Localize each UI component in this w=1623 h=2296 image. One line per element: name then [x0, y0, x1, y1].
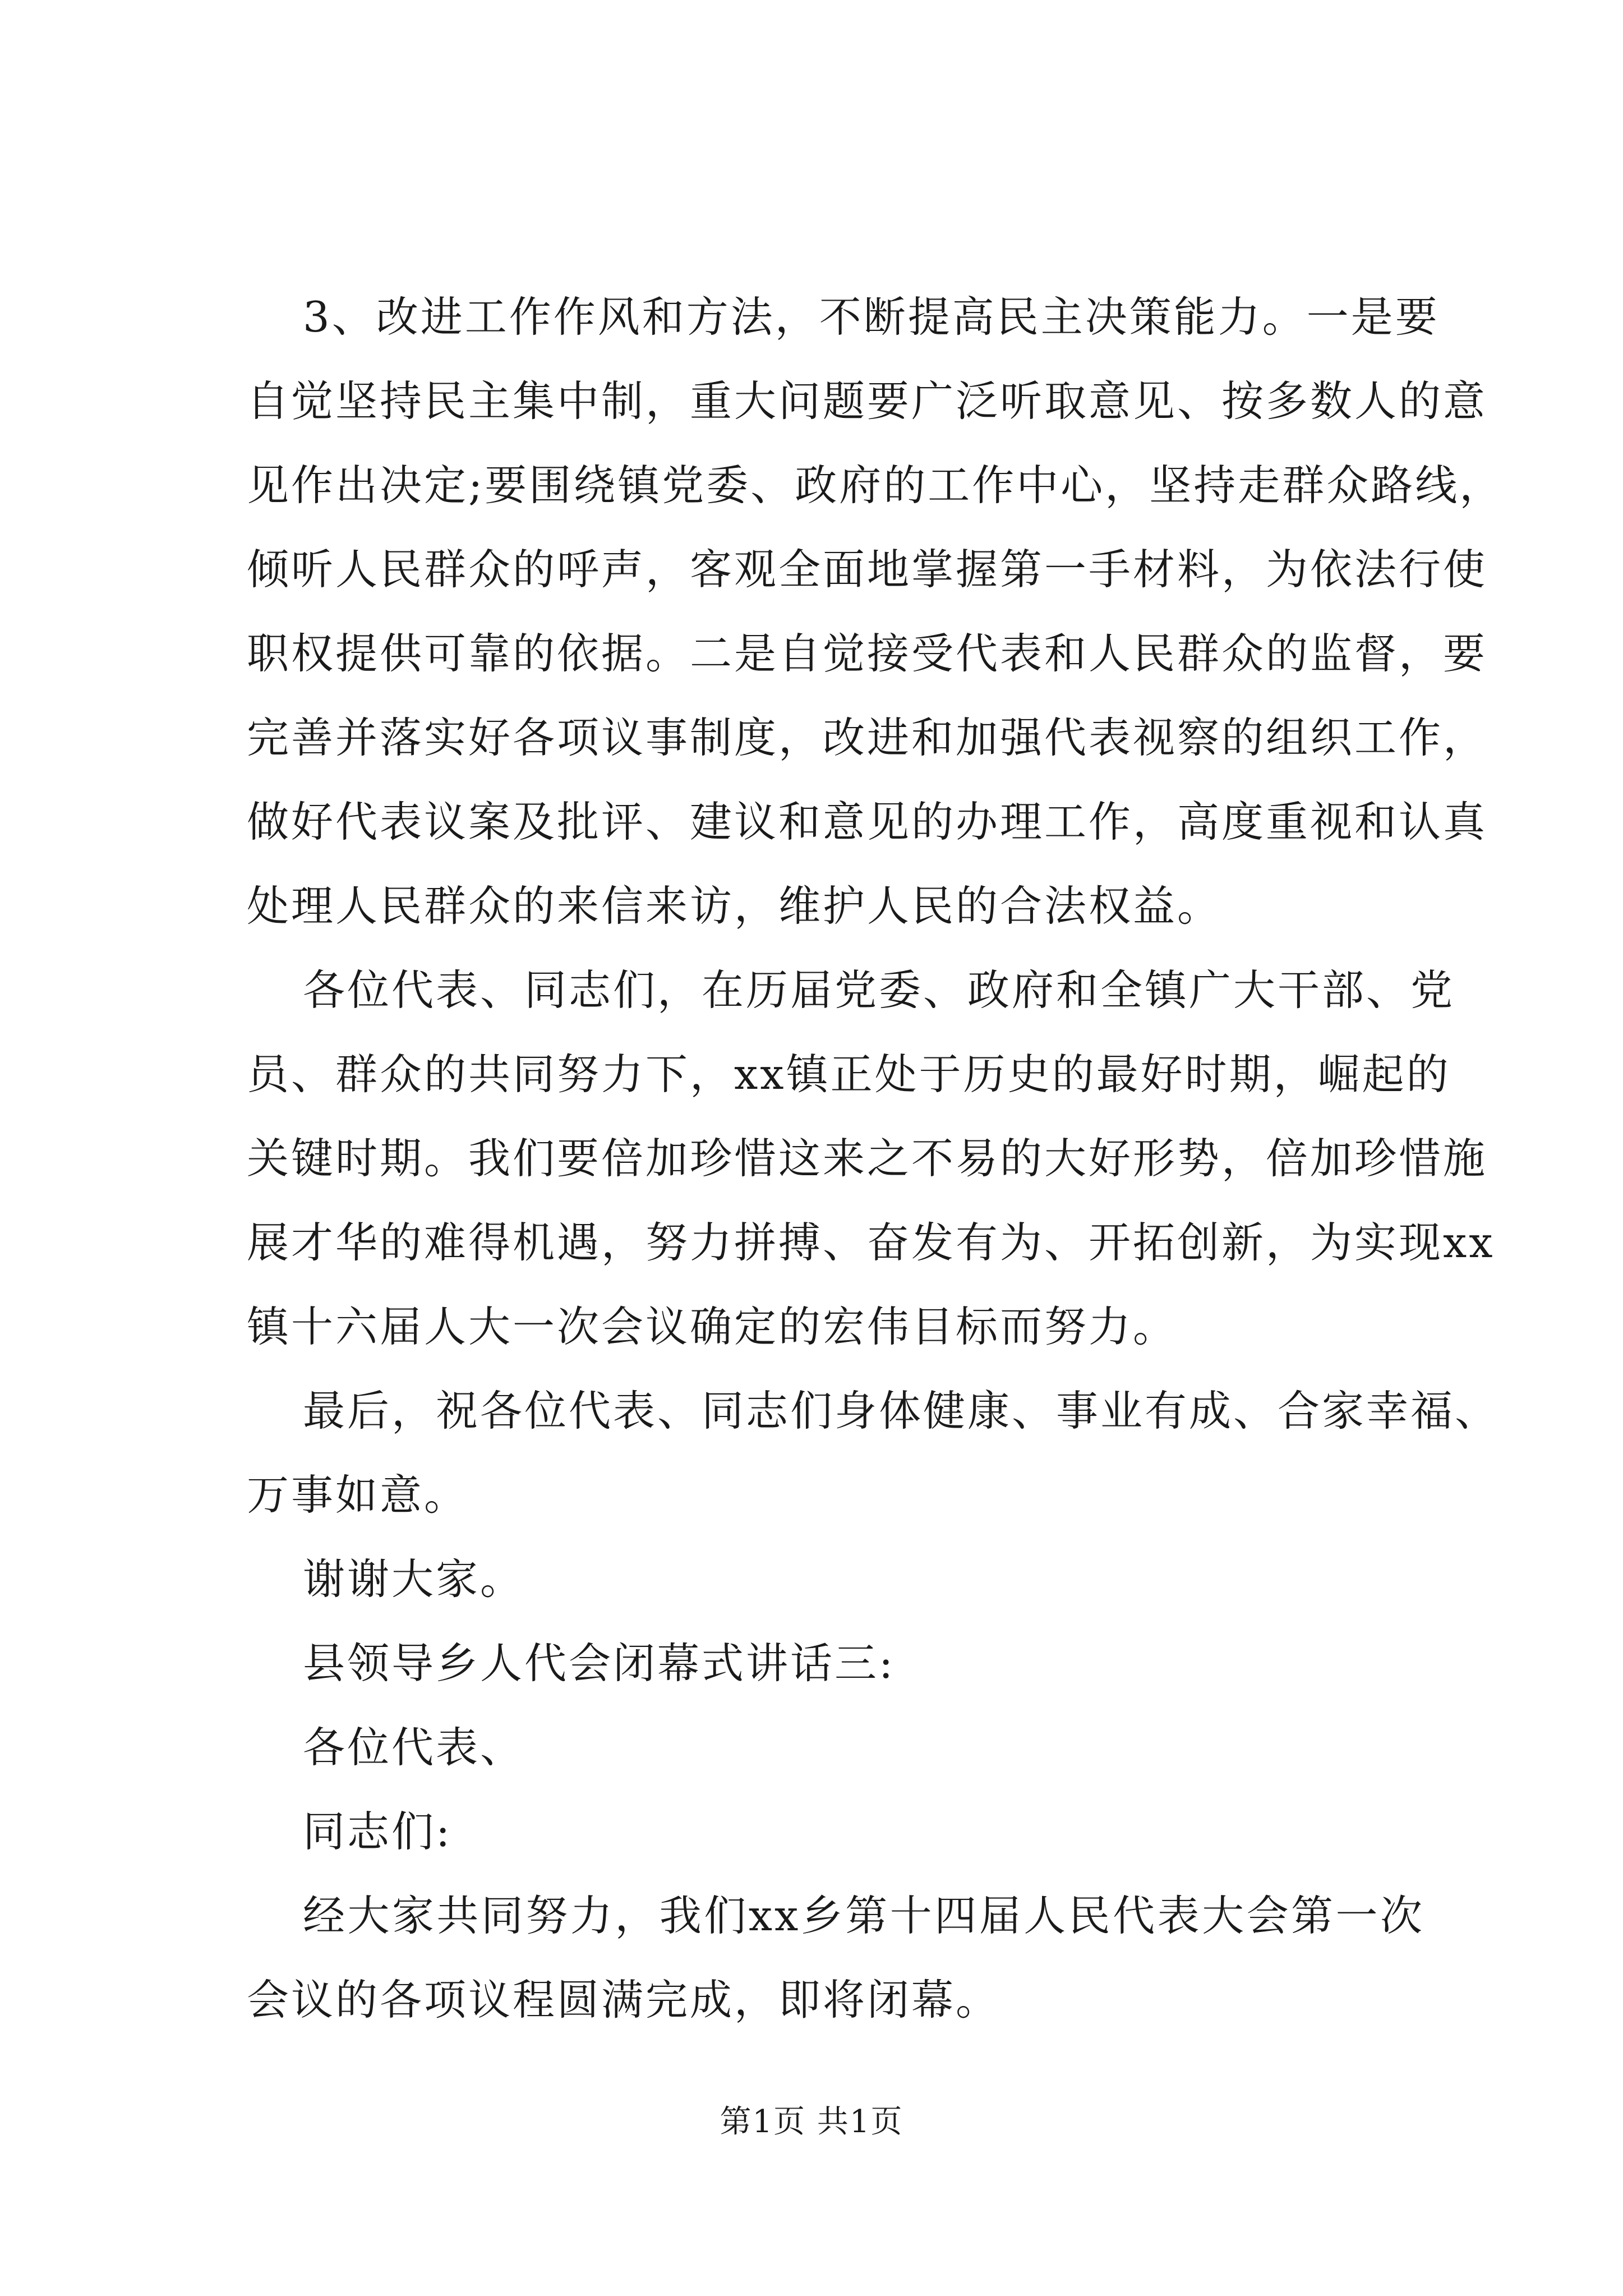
- paragraph-line: 关键时期。我们要倍加珍惜这来之不易的大好形势，倍加珍惜施: [247, 1134, 1488, 1183]
- paragraph-line: 职权提供可靠的依据。二是自觉接受代表和人民群众的监督，要: [247, 629, 1488, 678]
- document-body: [247, 275, 1504, 2042]
- salutation-line: 各位代表、: [303, 1723, 525, 1772]
- paragraph-line: 各位代表、同志们，在历届党委、政府和全镇广大干部、党: [303, 965, 1455, 1015]
- paragraph-line: 万事如意。: [247, 1470, 469, 1520]
- paragraph-line: 谢谢大家。: [303, 1554, 525, 1604]
- paragraph-line: 经大家共同努力，我们xx乡第十四届人民代表大会第一次: [303, 1891, 1424, 1940]
- paragraph-line: 员、群众的共同努力下，xx镇正处于历史的最好时期，崛起的: [247, 1050, 1451, 1099]
- paragraph-line: 自觉坚持民主集中制，重大问题要广泛听取意见、按多数人的意: [247, 376, 1488, 426]
- paragraph-line: 最后，祝各位代表、同志们身体健康、事业有成、合家幸福、: [303, 1386, 1500, 1435]
- paragraph-line: 会议的各项议程圆满完成，即将闭幕。: [247, 1975, 1000, 2024]
- paragraph-line: 3、改进工作作风和方法，不断提高民主决策能力。一是要: [303, 292, 1440, 342]
- paragraph-line: 处理人民群众的来信来访，维护人民的合法权益。: [247, 881, 1222, 931]
- paragraph-line: 展才华的难得机遇，努力拼搏、奋发有为、开拓创新，为实现xx: [247, 1218, 1495, 1267]
- paragraph-line: 见作出决定;要围绕镇党委、政府的工作中心，坚持走群众路线，: [247, 461, 1504, 510]
- paragraph-line: 完善并落实好各项议事制度，改进和加强代表视察的组织工作，: [247, 713, 1488, 762]
- page-number-footer: 第1页 共1页: [720, 2104, 903, 2140]
- paragraph-line: 倾听人民群众的呼声，客观全面地掌握第一手材料，为依法行使: [247, 545, 1488, 594]
- paragraph-line: 做好代表议案及批评、建议和意见的办理工作，高度重视和认真: [247, 797, 1488, 846]
- salutation-line: 同志们:: [303, 1807, 453, 1856]
- section-heading: 县领导乡人代会闭幕式讲话三:: [303, 1639, 896, 1688]
- paragraph-line: 镇十六届人大一次会议确定的宏伟目标而努力。: [247, 1302, 1178, 1351]
